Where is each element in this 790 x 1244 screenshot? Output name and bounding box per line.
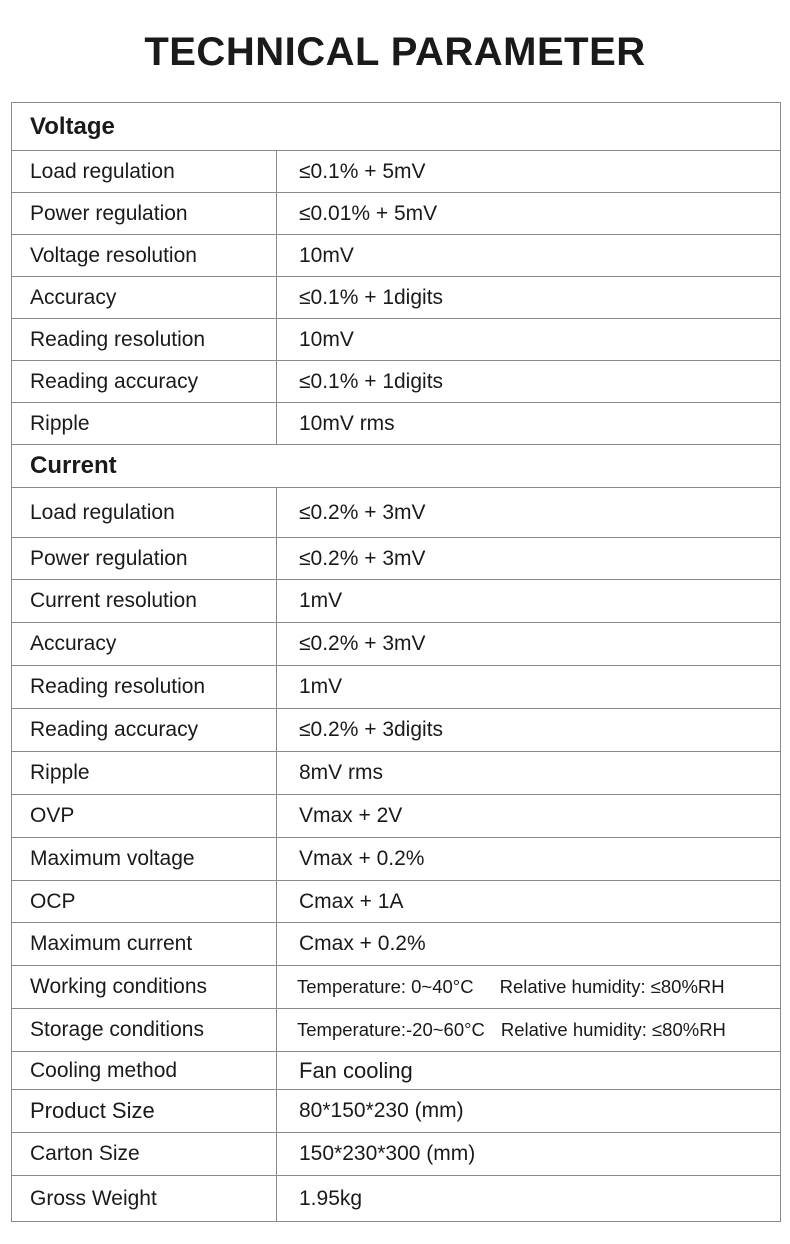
table-row xyxy=(12,361,781,403)
table-row xyxy=(12,235,781,277)
table-row xyxy=(12,752,781,795)
row-label: Accuracy xyxy=(12,277,277,319)
working-humidity: Relative humidity: ≤80%RH xyxy=(499,976,725,997)
row-value: ≤0.2% + 3digits xyxy=(277,709,781,752)
storage-temperature: Temperature:-20~60°C xyxy=(297,1019,485,1040)
row-value: 10mV xyxy=(277,319,781,361)
row-value: ≤0.01% + 5mV xyxy=(277,193,781,235)
row-label: Product Size xyxy=(12,1090,277,1133)
row-label: Reading resolution xyxy=(12,666,277,709)
row-value: Cmax + 1A xyxy=(277,881,781,923)
table-row xyxy=(12,403,781,445)
row-label: Maximum voltage xyxy=(12,838,277,881)
table-row xyxy=(12,1133,781,1176)
row-label: Ripple xyxy=(12,403,277,445)
table-row xyxy=(12,277,781,319)
section-heading-row xyxy=(12,103,781,151)
row-value: Vmax + 0.2% xyxy=(277,838,781,881)
row-value: 1mV xyxy=(277,580,781,623)
row-label: OCP xyxy=(12,881,277,923)
table-row xyxy=(12,151,781,193)
table-row xyxy=(12,538,781,580)
row-label: Storage conditions xyxy=(12,1009,277,1052)
table-row xyxy=(12,1176,781,1222)
row-label: Load regulation xyxy=(12,151,277,193)
row-label: Reading accuracy xyxy=(12,361,277,403)
table-row xyxy=(12,623,781,666)
table-row xyxy=(12,1052,781,1090)
row-label: Maximum current xyxy=(12,923,277,966)
table-row xyxy=(12,709,781,752)
row-value: 80*150*230 (mm) xyxy=(277,1090,781,1133)
section-heading-row xyxy=(12,445,781,488)
working-temperature: Temperature: 0~40°C xyxy=(297,976,474,997)
section-heading-voltage: Voltage xyxy=(12,103,781,151)
table-row xyxy=(12,1090,781,1133)
row-label: Working conditions xyxy=(12,966,277,1009)
row-label: Reading resolution xyxy=(12,319,277,361)
row-value: Cmax + 0.2% xyxy=(277,923,781,966)
row-value: 10mV rms xyxy=(277,403,781,445)
row-value: Fan cooling xyxy=(277,1052,781,1090)
table-row xyxy=(12,838,781,881)
table-row xyxy=(12,488,781,538)
row-label: Cooling method xyxy=(12,1052,277,1090)
row-label: OVP xyxy=(12,795,277,838)
table-row xyxy=(12,580,781,623)
row-label: Accuracy xyxy=(12,623,277,666)
table-row xyxy=(12,795,781,838)
row-value: ≤0.1% + 5mV xyxy=(277,151,781,193)
row-label: Reading accuracy xyxy=(12,709,277,752)
table-row xyxy=(12,923,781,966)
row-label: Gross Weight xyxy=(12,1176,277,1222)
row-value: 10mV xyxy=(277,235,781,277)
row-value: Vmax + 2V xyxy=(277,795,781,838)
row-value: 8mV rms xyxy=(277,752,781,795)
row-value: ≤0.2% + 3mV xyxy=(277,538,781,580)
table-row-storage-conditions xyxy=(12,1009,781,1052)
table-row xyxy=(12,193,781,235)
table-row xyxy=(12,319,781,361)
storage-conditions-value xyxy=(277,1009,781,1052)
row-value: ≤0.2% + 3mV xyxy=(277,623,781,666)
row-value: 150*230*300 (mm) xyxy=(277,1133,781,1176)
row-value: 1mV xyxy=(277,666,781,709)
row-label: Current resolution xyxy=(12,580,277,623)
row-label: Carton Size xyxy=(12,1133,277,1176)
storage-humidity: Relative humidity: ≤80%RH xyxy=(500,1019,726,1040)
row-label: Load regulation xyxy=(12,488,277,538)
table-row xyxy=(12,881,781,923)
section-heading-current: Current xyxy=(12,445,781,488)
row-label: Ripple xyxy=(12,752,277,795)
row-value: ≤0.1% + 1digits xyxy=(277,361,781,403)
row-label: Voltage resolution xyxy=(12,235,277,277)
row-label: Power regulation xyxy=(12,193,277,235)
table-row xyxy=(12,666,781,709)
row-value: ≤0.1% + 1digits xyxy=(277,277,781,319)
table-row-working-conditions xyxy=(12,966,781,1009)
page-title: TECHNICAL PARAMETER xyxy=(144,30,646,74)
row-label: Power regulation xyxy=(12,538,277,580)
spec-table xyxy=(11,102,781,1222)
working-conditions-value xyxy=(277,966,781,1009)
row-value: ≤0.2% + 3mV xyxy=(277,488,781,538)
row-value: 1.95kg xyxy=(277,1176,781,1222)
